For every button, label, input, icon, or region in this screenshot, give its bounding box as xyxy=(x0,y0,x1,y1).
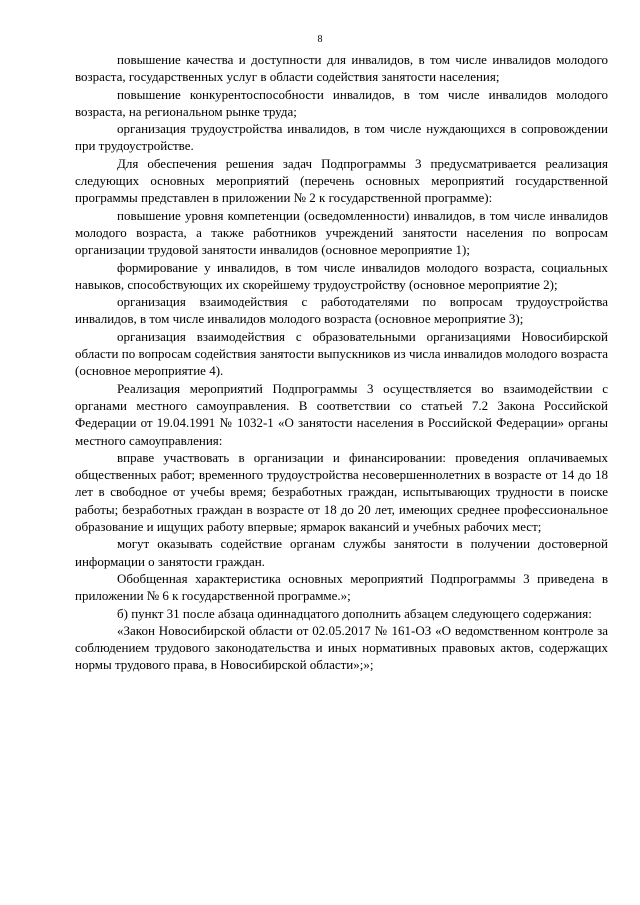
paragraph-activity-4: организация взаимодействия с образовательными организациями Новосибирской области по вопросам содействия занятости выпускников из числа инвалидов молодого возраста (основное мероприятие 4). xyxy=(75,328,608,379)
paragraph-competitiveness: повышение конкурентоспособности инвалидов, в том числе инвалидов молодого возраста, на региональном рынке труда; xyxy=(75,86,608,119)
paragraph-activity-3: организация взаимодействия с работодателями по вопросам трудоустройства инвалидов, в том числе инвалидов молодого возраста (основное мероприятие 3); xyxy=(75,294,608,327)
paragraph-participation-rights: вправе участвовать в организации и финансировании: проведения оплачиваемых общественных работ; временного трудоустройства несовершеннолетних в возрасте от 14 до 18 лет в свободное от учебы время; безработных граждан, испытывающих трудности в поиске работы; безработных граждан в возрасте от 18 до 20 лет, имеющих среднее профессиональное образование и ищущих работу впервые; ярмарок вакансий и учебных рабочих мест; xyxy=(75,449,608,535)
paragraph-quality-services: повышение качества и доступности для инвалидов, в том числе инвалидов молодого возраста, государственных услуг в области содействия занятости населения; xyxy=(75,52,608,85)
page-number: 8 xyxy=(317,34,323,45)
paragraph-activity-2: формирование у инвалидов, в том числе инвалидов молодого возраста, социальных навыков, способствующих их скорейшему трудоустройству (основное мероприятие 2); xyxy=(75,259,608,292)
paragraph-main-activities-intro: Для обеспечения решения задач Подпрограммы 3 предусматривается реализация следующих основных мероприятий (перечень основных мероприятий государственной программы представлен в приложении № 2 к государственной программе): xyxy=(75,155,608,206)
document-body xyxy=(75,51,608,674)
paragraph-summary-reference: Обобщенная характеристика основных мероприятий Подпрограммы 3 приведена в приложении № 6 к государственной программе.»; xyxy=(75,570,608,604)
paragraph-activity-1: повышение уровня компетенции (осведомленности) инвалидов, в том числе инвалидов молодого возраста, а также работников учреждений занятости населения по вопросам организации трудовой занятости инвалидов (основное мероприятие 1); xyxy=(75,207,608,258)
paragraph-assistance: могут оказывать содействие органам службы занятости в получении достоверной информации о занятости граждан. xyxy=(75,536,608,569)
paragraph-employment-organization: организация трудоустройства инвалидов, в том числе нуждающихся в сопровождении при трудоустройстве. xyxy=(75,121,608,154)
paragraph-law-reference: «Закон Новосибирской области от 02.05.2017 № 161-ОЗ «О ведомственном контроле за соблюдением трудового законодательства и иных нормативных правовых актов, содержащих нормы трудового права, в Новосибирской области»;»; xyxy=(75,622,608,673)
paragraph-amendment-point-31: б) пункт 31 после абзаца одиннадцатого дополнить абзацем следующего содержания: xyxy=(117,605,592,621)
paragraph-local-government: Реализация мероприятий Подпрограммы 3 осуществляется во взаимодействии с органами местного самоуправления. В соответствии со статьей 7.2 Закона Российской Федерации от 19.04.1991 № 1032-1 «О занятости населения в Российской Федерации» органы местного самоуправления: xyxy=(75,380,608,448)
